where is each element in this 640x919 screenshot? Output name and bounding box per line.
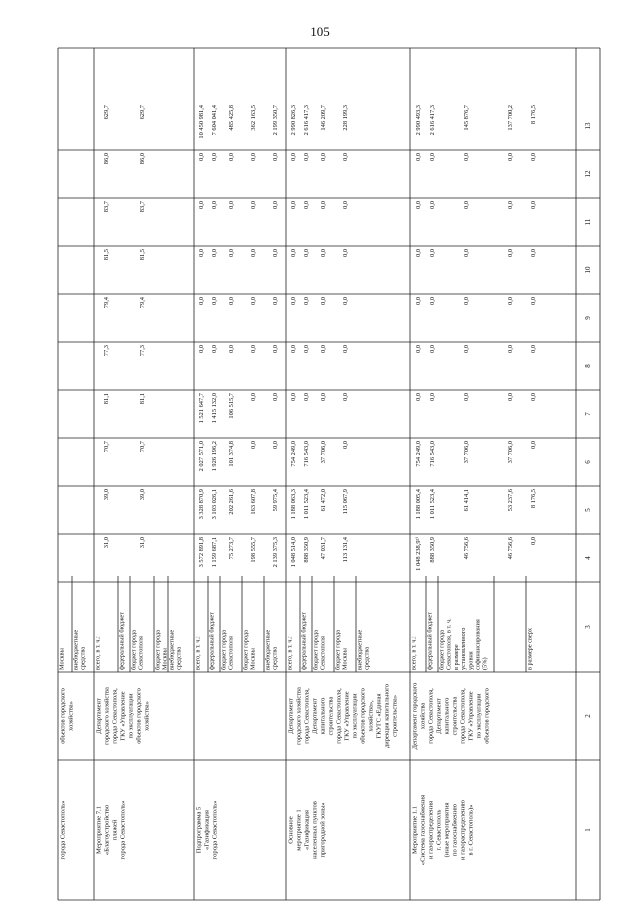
page-number: 105 [310,24,330,39]
funding-source-line: внебюджетные [72,629,80,670]
executor-line: хозяйства» [67,701,75,731]
budget-value: 2 139 375,3 [272,537,279,568]
executor-line: строительства [327,696,335,736]
program-name-line: (иные мероприятия [443,802,451,858]
executor-line: хозяйства» [143,701,151,731]
budget-value: 0,0 [320,201,327,209]
program-name-line: населенных пунктов [311,801,319,859]
budget-value: 0,0 [272,153,279,161]
funding-source-line: Севастополя [137,636,145,670]
budget-value: 754 249,0 [290,441,297,467]
budget-value: 0,0 [507,297,514,305]
budget-value: 0,0 [198,297,205,305]
budget-value: 0,0 [290,345,297,353]
funding-source-line: уровня [467,651,475,670]
budget-value: 0,0 [429,249,436,257]
budget-value: 0,0 [250,441,257,449]
executor-line: строительства [451,696,459,736]
budget-value: 1 159 687,1 [211,537,218,568]
budget-value: 0,0 [272,201,279,209]
funding-source-line: средства [175,646,183,670]
funding-source-line: средства [271,646,279,670]
budget-value: 0,0 [320,393,327,401]
executor-line: Департамент [435,698,443,734]
budget-value: 39,0 [103,489,110,501]
budget-value: 0,0 [463,153,470,161]
budget-value: 0,0 [272,393,279,401]
budget-value: 81,1 [139,393,146,405]
budget-value: 0,0 [290,297,297,305]
budget-value: 0,0 [530,345,537,353]
funding-source-line: внебюджетные [356,629,364,670]
budget-value: 0,0 [342,153,349,161]
budget-value: 163 607,8 [250,489,257,515]
budget-value: 1 521 647,7 [198,393,205,424]
funding-source-line: Москвы [341,648,349,670]
budget-value: 0,0 [415,153,422,161]
budget-value: 31,0 [139,537,146,549]
program-name-line: мероприятие 1 [295,809,303,851]
executor-line: хозяйства», [367,700,375,732]
budget-value: 0,0 [507,201,514,209]
budget-value: 0,0 [228,153,235,161]
executor-line: хозяйства [419,702,427,730]
budget-value: 0,0 [303,153,310,161]
budget-value: 1 048 238,9²⁾ [415,537,422,571]
executor-line: по эксплуатации [351,693,359,739]
budget-value: 888 350,9 [303,537,310,563]
budget-value: 1 188 005,4 [415,489,422,520]
program-name-line: «Система газоснабжения [419,794,427,866]
budget-value: 3 328 870,9 [198,489,205,520]
budget-value: 59 975,4 [272,489,279,512]
executor-line: Департамент [287,698,295,734]
budget-value: 0,0 [415,249,422,257]
budget-value: 0,0 [250,393,257,401]
funding-source-line: федеральный бюджет [426,612,434,670]
table-grid [58,48,600,900]
budget-value: 0,0 [228,201,235,209]
column-number-label: 4 [584,556,592,560]
table-text [59,104,593,865]
funding-source-line: внебюджетные [168,629,176,670]
budget-value: 0,0 [303,249,310,257]
budget-value: 0,0 [211,153,218,161]
budget-value: 0,0 [342,201,349,209]
executor-line: капитального [319,697,327,735]
budget-value: 2 199 350,7 [272,105,279,136]
budget-value: 2 616 417,3 [303,105,310,136]
funding-source-line: (5%) [481,657,489,670]
budget-value: 0,0 [211,345,218,353]
budget-value: 228 199,3 [342,105,349,131]
budget-value: 0,0 [507,153,514,161]
budget-value: 0,0 [530,249,537,257]
budget-value: 0,0 [507,249,514,257]
program-name-line: «Благоустройство [103,804,111,856]
budget-value: 75 273,7 [228,537,235,560]
funding-source-line: средства [363,646,371,670]
budget-value: 0,0 [303,393,310,401]
budget-value: 0,0 [415,297,422,305]
budget-value: 46 756,6 [463,537,470,560]
budget-value: 0,0 [290,393,297,401]
budget-value: 86,0 [139,153,146,165]
budget-value: 83,7 [103,201,110,213]
funding-source-line: всего, в т. ч.: [410,636,418,670]
executor-line: ГКУГС «Единая [375,693,383,739]
budget-value: 0,0 [198,201,205,209]
budget-value: 39,0 [139,489,146,501]
funding-source-line: федеральный бюджет [300,612,308,670]
budget-value: 8 176,5 [530,489,537,509]
program-name-line: в г. Севастополь)» [467,804,475,856]
budget-value: 0,0 [228,345,235,353]
executor-line: городского хозяйства [295,687,303,745]
budget-value: 0,0 [320,345,327,353]
budget-value: 0,0 [228,297,235,305]
budget-value: 7 604 041,4 [211,105,218,136]
budget-value: 0,0 [198,249,205,257]
program-name-line: пригородной зоны» [319,802,327,858]
budget-value: 0,0 [342,441,349,449]
budget-value: 146 209,7 [320,105,327,131]
budget-value: 0,0 [290,153,297,161]
budget-value: 0,0 [290,201,297,209]
budget-value: 202 261,6 [228,489,235,515]
budget-value: 1 415 132,0 [211,393,218,424]
executor-line: городского хозяйства [103,687,111,745]
budget-value: 0,0 [415,393,422,401]
budget-value: 31,0 [103,537,110,549]
budget-value: 0,0 [290,249,297,257]
budget-value: 2 027 571,0 [198,441,205,472]
budget-value: 145 876,7 [463,105,470,131]
executor-line: Департамент [311,698,319,734]
executor-line: по эксплуатации [475,693,483,739]
budget-value: 46 756,6 [507,537,514,560]
budget-value: 137 700,2 [507,105,514,131]
funding-source-line: Москвы [249,648,257,670]
budget-value: 2 990 826,3 [290,105,297,136]
funding-source-line: Москвы [58,648,66,670]
budget-value: 0,0 [303,297,310,305]
funding-source-line: бюджет города [438,630,446,670]
budget-value: 115 067,9 [342,489,349,515]
budget-value: 0,0 [250,297,257,305]
budget-value: 0,0 [272,441,279,449]
budget-value: 86,0 [103,153,110,165]
budget-value: 0,0 [530,153,537,161]
program-name-line: по газоснабжению [451,803,459,857]
budget-value: 106 515,7 [228,393,235,419]
budget-value: 0,0 [429,153,436,161]
column-number-label: 9 [584,316,592,320]
executor-line: города Севастополя, [459,688,467,744]
budget-value: 37 706,0 [320,441,327,464]
program-name-line: города Севастополь» [119,800,127,860]
budget-value: 485 425,8 [228,105,235,131]
program-name-line: Мероприятие 7.1 [95,806,103,854]
funding-source-line: внебюджетные [264,629,272,670]
funding-source-line: бюджет города [242,630,250,670]
budget-value: 0,0 [530,441,537,449]
executor-line: Департамент [95,698,103,734]
budget-value: 0,0 [320,153,327,161]
budget-value: 0,0 [211,201,218,209]
funding-source-line: бюджет города [154,630,162,670]
budget-value: 0,0 [415,201,422,209]
funding-source-line: федеральный бюджет [208,612,216,670]
column-number-label: 5 [584,508,592,512]
column-number-label: 6 [584,460,592,464]
executor-line: ГКУ «Управление [119,691,127,741]
budget-value: 1 926 196,2 [211,441,218,472]
executor-line: по эксплуатации [127,693,135,739]
executor-line: строительства» [391,695,399,737]
executor-line: ГКУ «Управление [343,691,351,741]
program-name-line: города Севастополь» [211,800,219,860]
program-name-line: г. Севастополь [435,809,443,851]
funding-source-line: всего, в т. ч.: [94,636,102,670]
program-name-line: и газораспределения [427,800,435,860]
budget-value: 0,0 [507,393,514,401]
executor-line: объектов городского [359,688,367,744]
column-number-label: 12 [584,170,592,178]
budget-value: 362 163,5 [250,105,257,131]
budget-value: 0,0 [429,201,436,209]
budget-value: 0,0 [211,297,218,305]
budget-value: 8 176,5 [530,105,537,125]
budget-value: 2 616 417,3 [429,105,436,136]
budget-value: 0,0 [250,201,257,209]
funding-source-line: Севастополя [319,636,327,670]
budget-value: 79,4 [139,297,146,309]
funding-source-line: всего, в т. ч.: [286,636,294,670]
funding-source-line: бюджет города [334,630,342,670]
budget-value: 0,0 [530,393,537,401]
column-number-label: 7 [584,412,592,416]
budget-value: 0,0 [250,345,257,353]
program-name-line: города Севастополь» [59,800,67,860]
budget-value: 0,0 [463,249,470,257]
column-number-label: 2 [584,714,592,718]
budget-value: 0,0 [198,153,205,161]
budget-value: 0,0 [272,297,279,305]
budget-value: 0,0 [342,393,349,401]
budget-value: 79,4 [103,297,110,309]
program-name-line: пляжей [111,819,119,841]
column-number-label: 3 [584,625,592,629]
program-name-line: «Газификация [303,810,311,850]
budget-value: 77,3 [139,345,146,357]
budget-value: 1 048 514,0 [290,537,297,568]
executor-line: объектов городского [135,688,143,744]
budget-value: 629,7 [103,105,110,120]
budget-value: 0,0 [415,345,422,353]
executor-line: Департамент городского [411,682,419,750]
budget-value: 0,0 [228,249,235,257]
budget-value: 3 572 891,8 [198,537,205,568]
budget-value: 0,0 [463,345,470,353]
budget-value: 37 706,0 [463,441,470,464]
funding-source-line: бюджет города [312,630,320,670]
budget-value: 0,0 [320,249,327,257]
program-name-line: Основное [287,816,295,844]
budget-value: 0,0 [303,345,310,353]
funding-source-line: бюджет города [220,630,228,670]
budget-value: 0,0 [429,393,436,401]
column-number-label: 13 [584,122,592,130]
column-number-label: 10 [584,266,592,274]
budget-value: 1 011 523,4 [429,489,436,520]
budget-value: 1 011 523,4 [303,489,310,520]
budget-value: 77,3 [103,345,110,357]
budget-value: 198 555,7 [250,537,257,563]
budget-value: 47 031,7 [320,537,327,560]
budget-value: 0,0 [272,249,279,257]
budget-value: 81,5 [103,249,110,261]
budget-value: 101 374,8 [228,441,235,467]
funding-source-line: установленного [460,627,468,670]
executor-line: города Севастополя, [427,688,435,744]
budget-value: 61 472,0 [320,489,327,512]
budget-value: 716 543,0 [429,441,436,467]
budget-value: 70,7 [103,441,110,453]
program-name-line: и газораспределению [459,800,467,860]
budget-value: 0,0 [530,537,537,545]
budget-value: 0,0 [250,249,257,257]
executor-line: города Севастополя, [335,688,343,744]
column-number-label: 8 [584,364,592,368]
funding-source-line: всего, в т. ч.: [194,636,202,670]
budget-value: 0,0 [320,297,327,305]
executor-line: города Севастополя, [303,688,311,744]
funding-source-line: Севастополя [227,636,235,670]
budget-value: 70,7 [139,441,146,453]
budget-value: 888 350,9 [429,537,436,563]
budget-value: 0,0 [342,249,349,257]
column-number-label: 1 [584,828,592,832]
budget-value: 0,0 [250,153,257,161]
executor-line: объектов городского [59,688,67,744]
funding-source-line: федеральный бюджет [118,612,126,670]
budget-value: 0,0 [211,249,218,257]
budget-value: 81,1 [103,393,110,405]
executor-line: ГКУ «Управление [467,691,475,741]
budget-value: 0,0 [463,393,470,401]
funding-source-line: в размере [452,644,460,670]
program-name-line: «Газификация [203,810,211,850]
program-name-line: Подпрограмма 5 [195,806,203,854]
budget-value: 0,0 [342,345,349,353]
budget-value: 3 103 026,1 [211,489,218,520]
budget-value: 716 543,0 [303,441,310,467]
budget-value: 0,0 [530,297,537,305]
budget-value: 0,0 [272,345,279,353]
budget-value: 754 249,0 [415,441,422,467]
budget-value: 0,0 [507,345,514,353]
executor-line: объектов городского [483,688,491,744]
budget-value: 37 706,0 [507,441,514,464]
executor-line: капитального [443,697,451,735]
budget-value: 629,7 [139,105,146,120]
program-name-line: Мероприятие 1.1 [411,806,419,854]
column-number-label: 11 [584,218,592,226]
budget-value: 0,0 [429,297,436,305]
budget-value: 0,0 [198,345,205,353]
budget-value: 10 450 981,4 [198,105,205,139]
budget-value: 2 990 493,3 [415,105,422,136]
funding-source-line: средства [79,646,87,670]
budget-value: 0,0 [342,297,349,305]
executor-line: города Севастополя, [111,688,119,744]
funding-source-line: Москвы [161,648,169,670]
budget-value: 53 237,6 [507,489,514,512]
budget-value: 61 414,1 [463,489,470,512]
budget-value: 83,7 [139,201,146,213]
funding-source-line: софинансирования [474,619,482,670]
budget-value: 0,0 [530,201,537,209]
budget-value: 81,5 [139,249,146,261]
budget-value: 113 131,4 [342,537,349,563]
executor-line: дирекция капитального [383,684,391,748]
budget-value: 1 188 063,3 [290,489,297,520]
budget-value: 0,0 [463,297,470,305]
budget-value: 0,0 [463,201,470,209]
budget-value: 0,0 [429,345,436,353]
budget-value: 0,0 [303,201,310,209]
funding-source-line: бюджет города [130,630,138,670]
funding-source-line: в размере сверх [526,627,534,670]
funding-source-line: Севастополя, в т. ч. [445,618,453,670]
